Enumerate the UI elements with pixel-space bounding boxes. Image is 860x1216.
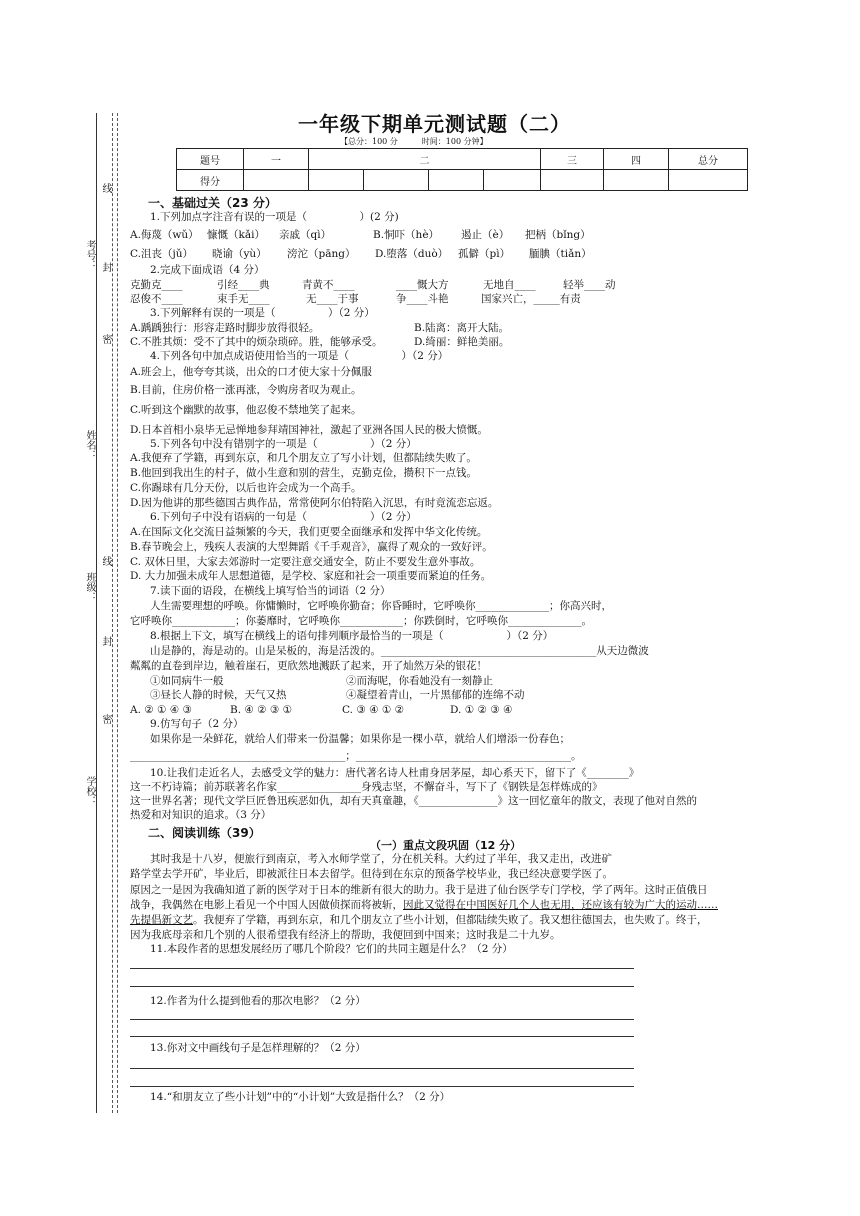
score-table-score-row <box>177 170 748 191</box>
score-header-cell: 四 <box>604 149 669 170</box>
q9-text: 如果你是一朵鲜花，就给人们带来一份温馨；如果你是一棵小草，就给人们增添一份春色； <box>150 733 570 745</box>
q2-blank[interactable]: 轻举____动 <box>563 279 616 291</box>
score-cell[interactable] <box>429 170 484 191</box>
score-header-cell: 总分 <box>669 149 748 170</box>
margin-xian-2: 线 <box>100 556 111 566</box>
q2-stem: 2.完成下面成语（4 分） <box>150 264 265 276</box>
q3-option-d: D.绮丽：鲜艳美丽。 <box>414 336 510 348</box>
q1-option: 慷慨（kǎi） <box>207 229 265 241</box>
q1-stem: 1.下列加点字注音有误的一项是（ ）(2 分) <box>150 211 399 223</box>
q1-option: 亲戚（qì） <box>279 229 332 241</box>
passage-line: 路学堂去学开矿，毕业后，即被派往日本去留学。但待到在东京的预备学校毕业，我已经决意要学医了。 <box>130 868 613 880</box>
q5-option-a: A.我便弃了学籍，再到东京，和几个朋友立了写小计划，但都陆续失败了。 <box>130 452 477 464</box>
q3-option-a: A.踽踽独行：形容走路时脚步放得很轻。 <box>130 322 320 334</box>
q9-stem: 9.仿写句子（2 分） <box>150 718 244 730</box>
binding-line-dashed-2 <box>117 113 118 1113</box>
passage-line: 因为我底母亲和几个别的人很希望我有经济上的帮助，我便回到中国来；这时我是二十九岁。 <box>130 929 561 941</box>
q10-text: 10.让我们走近名人，去感受文学的魅力：唐代著名诗人杜甫身居茅屋，却心系天下，留下了《________》 <box>150 767 640 779</box>
q1-option: 晓谕（yù） <box>212 248 267 260</box>
passage-line: 原因之一是因为我确知道了新的医学对于日本的维新有很大的助力。我于是进了仙台医学专门学校，学了两年。这时正值俄日 <box>130 884 708 896</box>
q1-option: C.沮丧（jǔ） <box>130 248 194 260</box>
score-header-cell: 二 <box>309 149 541 170</box>
q8-stem: 8.根据上下文，填写在横线上的语句排列顺序最恰当的一项是（ ）（2 分） <box>150 630 554 642</box>
q8-text: 山是静的，海是动的。山是呆板的，海是活泼的。_________________________________________从天边微波 <box>150 645 649 657</box>
answer-line[interactable] <box>130 1086 634 1087</box>
score-table-header-row <box>177 149 748 170</box>
q2-blank[interactable]: 国家兴亡，_____有责 <box>481 293 581 305</box>
q5-option-d: D.因为他讲的那些德国古典作品，常常使阿尔伯特陷入沉思，有时竟流恋忘返。 <box>130 497 499 509</box>
answer-line[interactable] <box>130 986 634 987</box>
q6-option-b: B.春节晚会上，残疾人表演的大型舞蹈《千手观音》，赢得了观众的一致好评。 <box>130 541 493 553</box>
q6-stem: 6.下列句子中没有语病的一句是（ ）（2 分） <box>150 511 417 523</box>
page-subtitle: 【总分：100 分 时间：100 分钟】 <box>340 137 488 146</box>
q2-blank[interactable]: 引经____典 <box>217 279 270 291</box>
margin-banji: 班级： <box>84 572 95 602</box>
q4-option-c: C.听到这个幽默的故事，他忍俊不禁地笑了起来。 <box>130 404 362 416</box>
q3-option-c: C.不胜其烦：受不了其中的烦杂琐碎。胜，能够承受。 <box>130 336 383 348</box>
answer-line[interactable] <box>130 1068 634 1069</box>
score-cell[interactable] <box>484 170 541 191</box>
score-cell[interactable] <box>669 170 748 191</box>
q12-stem: 12.作者为什么提到他看的那次电影？（2 分） <box>150 995 366 1007</box>
margin-xuexiao: 学校： <box>84 776 95 806</box>
margin-xian-1: 线 <box>100 183 111 193</box>
q8-choice[interactable]: A. ② ① ④ ③ <box>130 704 192 716</box>
score-cell[interactable] <box>541 170 604 191</box>
q11-stem: 11.本段作者的思想发展经历了哪几个阶段？它们的共同主题是什么？（2 分） <box>150 943 513 955</box>
q3-stem: 3.下列解释有误的一项是（ ）（2 分） <box>150 307 375 319</box>
answer-line[interactable] <box>130 1036 634 1037</box>
q7-stem: 7.读下面的语段，在横线上填写恰当的词语（2 分） <box>150 585 391 597</box>
q8-sentence: ①如同病牛一般 <box>150 675 224 687</box>
subsection-heading: （一）重点文段巩固（12 分） <box>370 839 522 852</box>
q6-option-a: A.在国际文化交流日益频繁的今天，我们更要全面继承和发挥中华文化传统。 <box>130 526 488 538</box>
q1-option: 腼腆（tiǎn） <box>529 248 592 260</box>
score-cell[interactable] <box>309 170 364 191</box>
q8-choice[interactable]: B. ④ ② ③ ① <box>230 704 293 716</box>
q6-option-c: C. 双休日里，大家去郊游时一定要注意交通安全，防止不要发生意外事故。 <box>130 556 481 568</box>
margin-feng-1: 封 <box>100 262 111 272</box>
q8-sentence: ②而海呢，你看她没有一刻静止 <box>346 675 493 687</box>
passage-text: 。我便弃了学籍，再到东京，和几个朋友立了些小计划，但都陆续失败了。我又想往德国去，也失败了。终于， <box>193 914 708 926</box>
q2-blank[interactable]: 无地自____ <box>483 279 536 291</box>
q6-option-d: D. 大力加强未成年人思想道德，是学校、家庭和社会一项重要而紧迫的任务。 <box>130 570 492 582</box>
q10-text: 这一不朽诗篇；前苏联著名作家________________身残志坚，不懈奋斗，写下了《钢铁是怎样炼成的》 <box>130 781 603 793</box>
section-2-heading: 二、阅读训练（39） <box>148 826 261 840</box>
answer-line[interactable] <box>130 968 634 969</box>
q1-option: D.堕落（duò） <box>375 248 449 260</box>
passage-line <box>130 899 718 912</box>
score-header-cell: 题号 <box>177 149 244 170</box>
q1-option: B.恫吓（hè） <box>373 229 440 241</box>
q13-stem: 13.你对文中画线句子是怎样理解的？（2 分） <box>150 1042 366 1054</box>
q2-blank[interactable]: 青黄不____ <box>302 279 355 291</box>
q7-text: 人生需要理想的呼唤。你慵懒时，它呼唤你勤奋；你昏睡时，它呼唤你______________；你高兴时， <box>150 600 612 612</box>
score-cell[interactable] <box>604 170 669 191</box>
passage-text: 战争，我偶然在电影上看见一个中国人因做侦探而将被斩， <box>130 899 403 911</box>
q10-text: 热爱和对知识的追求。（3 分） <box>130 809 272 821</box>
passage-line: 其时我是十八岁，便旅行到南京，考入水师学堂了，分在机关科。大约过了半年，我又走出，改进矿 <box>150 853 612 865</box>
page-title: 一年级下期单元测试题（二） <box>298 112 571 136</box>
q2-blank[interactable]: 忍俊不____ <box>130 293 183 305</box>
margin-mi-2: 密 <box>100 714 111 724</box>
answer-line[interactable] <box>130 1019 634 1020</box>
q2-blank[interactable]: ____慨大方 <box>396 279 449 291</box>
margin-feng-2: 封 <box>100 636 111 646</box>
q4-option-a: A.班会上，他夸夸其谈，出众的口才使大家十分佩服 <box>130 366 372 378</box>
q4-stem: 4.下列各句中加点成语使用恰当的一项是（ ）（2 分） <box>150 350 449 362</box>
margin-xingming: 姓名： <box>84 430 95 460</box>
q2-blank[interactable]: 束手无____ <box>217 293 270 305</box>
q9-blank[interactable]: _________________________________________；_________________________________________。 <box>130 750 582 762</box>
q8-sentence: ④凝望着青山，一片黑郁郁的连绵不动 <box>346 689 525 701</box>
q4-option-d: D.日本首相小泉毕无忌惮地参拜靖国神社，激起了亚洲各国人民的极大愤慨。 <box>130 424 488 436</box>
q5-stem: 5.下列各句中没有错别字的一项是（ ）（2 分） <box>150 438 417 450</box>
q4-option-b: B.目前，住房价格一涨再涨，令购房者叹为观止。 <box>130 384 362 396</box>
q8-sentence: ③昼长人静的时候，天气又热 <box>150 689 287 701</box>
q2-blank[interactable]: 克勤克____ <box>130 279 183 291</box>
q1-option: 孤僻（pì） <box>458 248 511 260</box>
score-header-cell: 三 <box>541 149 604 170</box>
q8-text: 粼粼的直卷到岸边，触着崖石，更欣然地溅跃了起来，开了灿然万朵的银花！ <box>130 660 487 672</box>
score-cell[interactable] <box>364 170 429 191</box>
passage-underlined: 先提倡新文艺 <box>130 914 193 926</box>
q2-blank[interactable]: 无____于事 <box>306 293 359 305</box>
q1-option: 遏止（è） <box>461 229 510 241</box>
q14-stem: 14.“和朋友立了些小计划”中的“小计划”大致是指什么？（2 分） <box>150 1091 451 1103</box>
q5-option-c: C.你踢球有几分天份，以后也许会成为一个高手。 <box>130 482 362 494</box>
q1-option: A.侮蔑（wǔ） <box>130 229 199 241</box>
q8-choice[interactable]: C. ③ ④ ① ② <box>342 704 405 716</box>
passage-line <box>130 914 708 927</box>
score-header-cell: 一 <box>244 149 309 170</box>
q2-blank[interactable]: 争____斗艳 <box>396 293 449 305</box>
passage-underlined: 因此又觉得在中国医好几个人也无用，还应该有较为广大的运动…… <box>403 899 718 911</box>
section-1-heading: 一、基础过关（23 分） <box>148 196 277 210</box>
q8-choice[interactable]: D. ① ② ③ ④ <box>450 704 513 716</box>
score-table <box>176 148 748 191</box>
score-cell[interactable] <box>244 170 309 191</box>
q5-option-b: B.他回到我出生的村子，做小生意和别的营生，克勤克俭，攒积下一点钱。 <box>130 467 478 479</box>
score-row-label: 得分 <box>177 170 244 191</box>
margin-kaohao: 考号： <box>84 240 95 270</box>
q7-text: 它呼唤你____________；你萎靡时，它呼唤你____________；你跌倒时，它呼唤你______________。 <box>130 615 592 627</box>
q10-text: 这一世界名著；现代文学巨匠鲁迅疾恶如仇，却有天真童趣，《_______________》这一回忆童年的散文，表现了他对自然的 <box>130 795 697 807</box>
q3-option-b: B.陆离：离开大陆。 <box>414 322 510 334</box>
q1-option: 滂沱（pāng） <box>287 248 356 260</box>
margin-mi-1: 密 <box>100 334 111 344</box>
q1-option: 把柄（bǐng） <box>525 229 591 241</box>
